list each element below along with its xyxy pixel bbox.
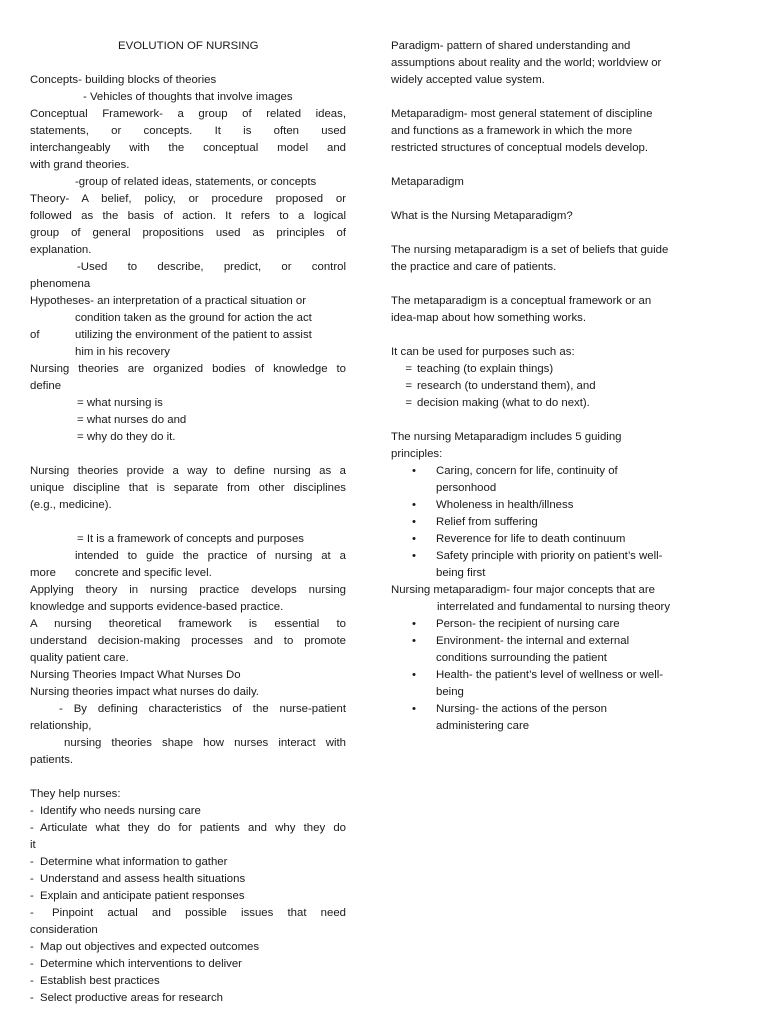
- principle-item: • Relief from suffering: [391, 514, 709, 531]
- left-column: [30, 38, 346, 1007]
- bullet-icon: •: [412, 516, 416, 528]
- purpose-item: = research (to understand them), and: [405, 380, 596, 392]
- provide-line-2: unique discipline that is separate from other disciplines: [30, 482, 346, 494]
- concepts-definition: Concepts- building blocks of theories: [30, 74, 217, 86]
- concept-item: • Health- the patient’s level of wellness or well- being: [391, 667, 709, 701]
- bullet-icon: •: [412, 499, 416, 511]
- four-concepts-line-1: Nursing metaparadigm- four major concepts that are: [391, 584, 656, 596]
- hypotheses-line-2: condition taken as the ground for action the act: [75, 312, 312, 324]
- framework-line-4: with grand theories.: [30, 159, 130, 171]
- bullet-icon: •: [412, 550, 416, 562]
- beliefs-line-1: The nursing metaparadigm is a set of beliefs that guide: [391, 244, 669, 256]
- bullet-icon: •: [412, 465, 416, 477]
- theoretical-framework-line-2: understand decision-making processes and to promote: [30, 635, 346, 647]
- list-item: - Select productive areas for research: [30, 992, 223, 1004]
- bullet-icon: •: [412, 618, 416, 630]
- bullet-icon: •: [412, 533, 416, 545]
- help-heading: They help nurses:: [30, 788, 121, 800]
- list-item-continued: consideration: [30, 924, 98, 936]
- nursing-theories-line-1: Nursing theories are organized bodies of knowledge to: [30, 363, 346, 375]
- paradigm-line-3: widely accepted value system.: [391, 74, 545, 86]
- list-item: - Articulate what they do for patients and why they do: [30, 822, 346, 834]
- list-item: - Determine which interventions to deliver: [30, 958, 242, 970]
- idea-map-line-1: The metaparadigm is a conceptual framework or an: [391, 295, 652, 307]
- theory-line-1: Theory- A belief, policy, or procedure proposed or: [30, 193, 346, 205]
- framework-purpose-line-2: intended to guide the practice of nursing at a: [75, 550, 346, 562]
- page-title: EVOLUTION OF NURSING: [118, 40, 259, 52]
- theory-line-4: explanation.: [30, 244, 92, 256]
- beliefs-line-2: the practice and care of patients.: [391, 261, 557, 273]
- relationship-line: relationship,: [30, 720, 92, 732]
- shape-line: nursing theories shape how nurses interact with: [64, 737, 346, 749]
- define-point-1: = what nursing is: [77, 397, 163, 409]
- paradigm-line-2: assumptions about reality and the world; worldview or: [391, 57, 662, 69]
- paradigm-line-1: Paradigm- pattern of shared understanding and: [391, 40, 631, 52]
- provide-line-1: Nursing theories provide a way to define nursing as a: [30, 465, 346, 477]
- idea-map-line-2: idea-map about how something works.: [391, 312, 587, 324]
- metaparadigm-line-3: restricted structures of conceptual models develop.: [391, 142, 649, 154]
- theory-line-2: followed as the basis of action. It refers to a logical: [30, 210, 346, 222]
- concept-item: • Environment- the internal and external conditions surrounding the patient: [391, 633, 709, 667]
- theory-subpoint-end: phenomena: [30, 278, 91, 290]
- concept-item: • Nursing- the actions of the person administering care: [391, 701, 709, 735]
- bullet-icon: •: [412, 703, 416, 715]
- purpose-item: = teaching (to explain things): [405, 363, 554, 375]
- principle-item: • Reverence for life to death continuum: [391, 531, 709, 548]
- purpose-item: = decision making (what to do next).: [405, 397, 590, 409]
- list-item: - Map out objectives and expected outcomes: [30, 941, 260, 953]
- list-item: - Explain and anticipate patient responses: [30, 890, 245, 902]
- includes-line-2: principles:: [391, 448, 443, 460]
- patients-line: patients.: [30, 754, 74, 766]
- theoretical-framework-line-1: A nursing theoretical framework is essential to: [30, 618, 346, 630]
- list-item: - Identify who needs nursing care: [30, 805, 201, 817]
- hypotheses-line-1: Hypotheses- an interpretation of a practical situation or: [30, 295, 307, 307]
- theory-subpoint: -Used to describe, predict, or control: [77, 261, 346, 273]
- framework-purpose-line-3: [30, 565, 346, 582]
- hypotheses-line-4: him in his recovery: [75, 346, 170, 358]
- impact-heading: Nursing Theories Impact What Nurses Do: [30, 669, 241, 681]
- principle-item: • Wholeness in health/illness: [391, 497, 709, 514]
- applying-line-1: Applying theory in nursing practice develops nursing: [30, 584, 346, 596]
- nursing-theories-define: define: [30, 380, 62, 392]
- list-item-continued: it: [30, 839, 36, 851]
- four-concepts-line-2: interrelated and fundamental to nursing theory: [437, 601, 671, 613]
- define-point-3: = why do they do it.: [77, 431, 176, 443]
- framework-line-2: statements, or concepts. It is often used: [30, 125, 346, 137]
- right-column: [391, 38, 709, 735]
- metaparadigm-heading: Metaparadigm: [391, 176, 464, 188]
- framework-line-1: Conceptual Framework- a group of related ideas,: [30, 108, 346, 120]
- list-item: - Pinpoint actual and possible issues that need: [30, 907, 346, 919]
- hypotheses-line-3-text: utilizing the environment of the patient to assist: [75, 329, 312, 341]
- hypotheses-of: of: [30, 329, 40, 341]
- concept-item: • Person- the recipient of nursing care: [391, 616, 709, 633]
- principle-item: • Caring, concern for life, continuity of personhood: [391, 463, 709, 497]
- theoretical-framework-line-3: quality patient care.: [30, 652, 129, 664]
- list-item: - Determine what information to gather: [30, 856, 228, 868]
- defining-line: - By defining characteristics of the nurse-patient: [59, 703, 346, 715]
- impact-line: Nursing theories impact what nurses do daily.: [30, 686, 259, 698]
- bullet-icon: •: [412, 635, 416, 647]
- framework-purpose-line-1: = It is a framework of concepts and purposes: [77, 533, 304, 545]
- theory-line-3: group of general propositions used as principles of: [30, 227, 346, 239]
- metaparadigm-line-1: Metaparadigm- most general statement of discipline: [391, 108, 653, 120]
- principle-item: • Safety principle with priority on patient’s well- being first: [391, 548, 709, 582]
- framework-more: more: [30, 567, 56, 579]
- bullet-icon: •: [412, 669, 416, 681]
- hypotheses-line-3: [30, 327, 346, 344]
- framework-purpose-line-3-text: concrete and specific level.: [75, 567, 212, 579]
- framework-subpoint: -group of related ideas, statements, or concepts: [75, 176, 317, 188]
- provide-line-3: (e.g., medicine).: [30, 499, 112, 511]
- framework-line-3: interchangeably with the conceptual model and: [30, 142, 346, 154]
- define-point-2: = what nurses do and: [77, 414, 187, 426]
- concepts-subpoint: - Vehicles of thoughts that involve images: [83, 91, 293, 103]
- applying-line-2: knowledge and supports evidence-based practice.: [30, 601, 284, 613]
- list-item: - Establish best practices: [30, 975, 160, 987]
- purposes-heading: It can be used for purposes such as:: [391, 346, 575, 358]
- metaparadigm-line-2: and functions as a framework in which the more: [391, 125, 633, 137]
- question-heading: What is the Nursing Metaparadigm?: [391, 210, 573, 222]
- list-item: - Understand and assess health situations: [30, 873, 246, 885]
- includes-line-1: The nursing Metaparadigm includes 5 guiding: [391, 431, 622, 443]
